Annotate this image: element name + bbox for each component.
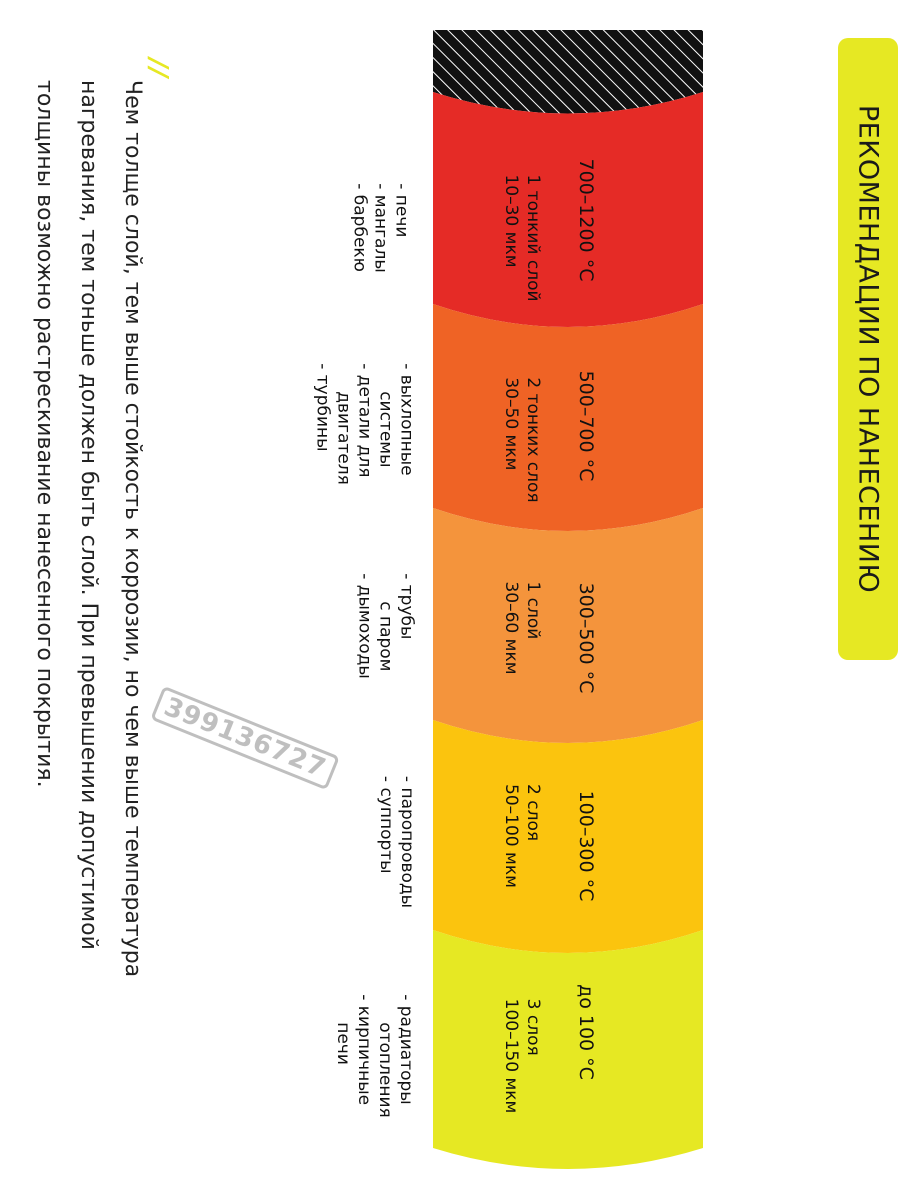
app-item: - мангалы	[370, 183, 391, 273]
band-thickness: 10–30 мкм	[501, 174, 521, 268]
app-item: - суппорты	[376, 775, 396, 874]
app-item: двигателя	[333, 391, 354, 485]
app-item: - радиаторы	[396, 994, 416, 1105]
app-item: - паропроводы	[397, 775, 417, 909]
note-slash-icon: //	[143, 58, 173, 78]
band-layers	[500, 377, 544, 502]
app-item: - дымоходы	[354, 573, 375, 679]
page-title: РЕКОМЕНДАЦИИ ПО НАНЕСЕНИЮ	[852, 104, 884, 594]
app-item: - печи	[391, 183, 412, 238]
band-500-700	[433, 304, 703, 531]
app-item: системы	[375, 391, 396, 468]
band-apps	[375, 776, 417, 908]
band-layer-count: 3 слоя	[523, 998, 543, 1056]
band-thickness: 100–150 мкм	[501, 998, 521, 1114]
band-layers	[500, 174, 544, 301]
hatched-cap	[433, 30, 703, 114]
band-thickness: 30–50 мкм	[501, 377, 521, 471]
band-700-1200	[433, 92, 703, 327]
band-layer-count: 2 тонких слоя	[523, 377, 543, 503]
watermark: 399136727	[150, 686, 339, 790]
app-item: отопления	[375, 1022, 395, 1118]
app-item: печи	[333, 1022, 353, 1065]
app-item: - выхлопные	[396, 363, 417, 476]
band-under-100	[433, 930, 703, 1169]
app-item: - барбекю	[349, 183, 370, 272]
band-temp: 100–300 °C	[575, 790, 597, 902]
band-apps	[354, 573, 417, 679]
band-temp: 700–1200 °C	[575, 158, 597, 282]
app-item: - кирпичные	[354, 994, 374, 1106]
band-layer-count: 2 слоя	[523, 784, 543, 842]
temperature-bands	[433, 30, 703, 1170]
band-apps	[332, 994, 416, 1118]
band-thickness: 30–60 мкм	[501, 581, 521, 675]
band-temp: до 100 °C	[575, 984, 597, 1080]
band-temp: 500–700 °C	[575, 370, 597, 482]
band-thickness: 50–100 мкм	[501, 784, 521, 888]
band-layers	[500, 581, 544, 674]
temperature-band-column	[433, 30, 703, 1170]
band-layers	[500, 999, 544, 1114]
band-100-300	[433, 720, 703, 953]
app-item: - трубы	[396, 573, 417, 640]
app-item: - турбины	[312, 363, 333, 452]
band-layer-count: 1 слой	[523, 581, 543, 640]
band-300-500	[433, 508, 703, 743]
app-item: - детали для	[354, 363, 375, 478]
band-layer-count: 1 тонкий слой	[523, 174, 543, 302]
note-text: Чем толще слой, тем выше стойкость к коррозии, но чем выше температура нагревания, тем тоньше должен быть слой. При превышении допустимой толщины возможно растрескивание нанесенного покрытия.	[32, 80, 145, 978]
band-temp: 300–500 °C	[575, 582, 597, 694]
band-layers	[500, 784, 544, 888]
app-item: с паром	[375, 601, 396, 672]
band-apps	[349, 183, 412, 273]
band-apps	[312, 363, 417, 485]
